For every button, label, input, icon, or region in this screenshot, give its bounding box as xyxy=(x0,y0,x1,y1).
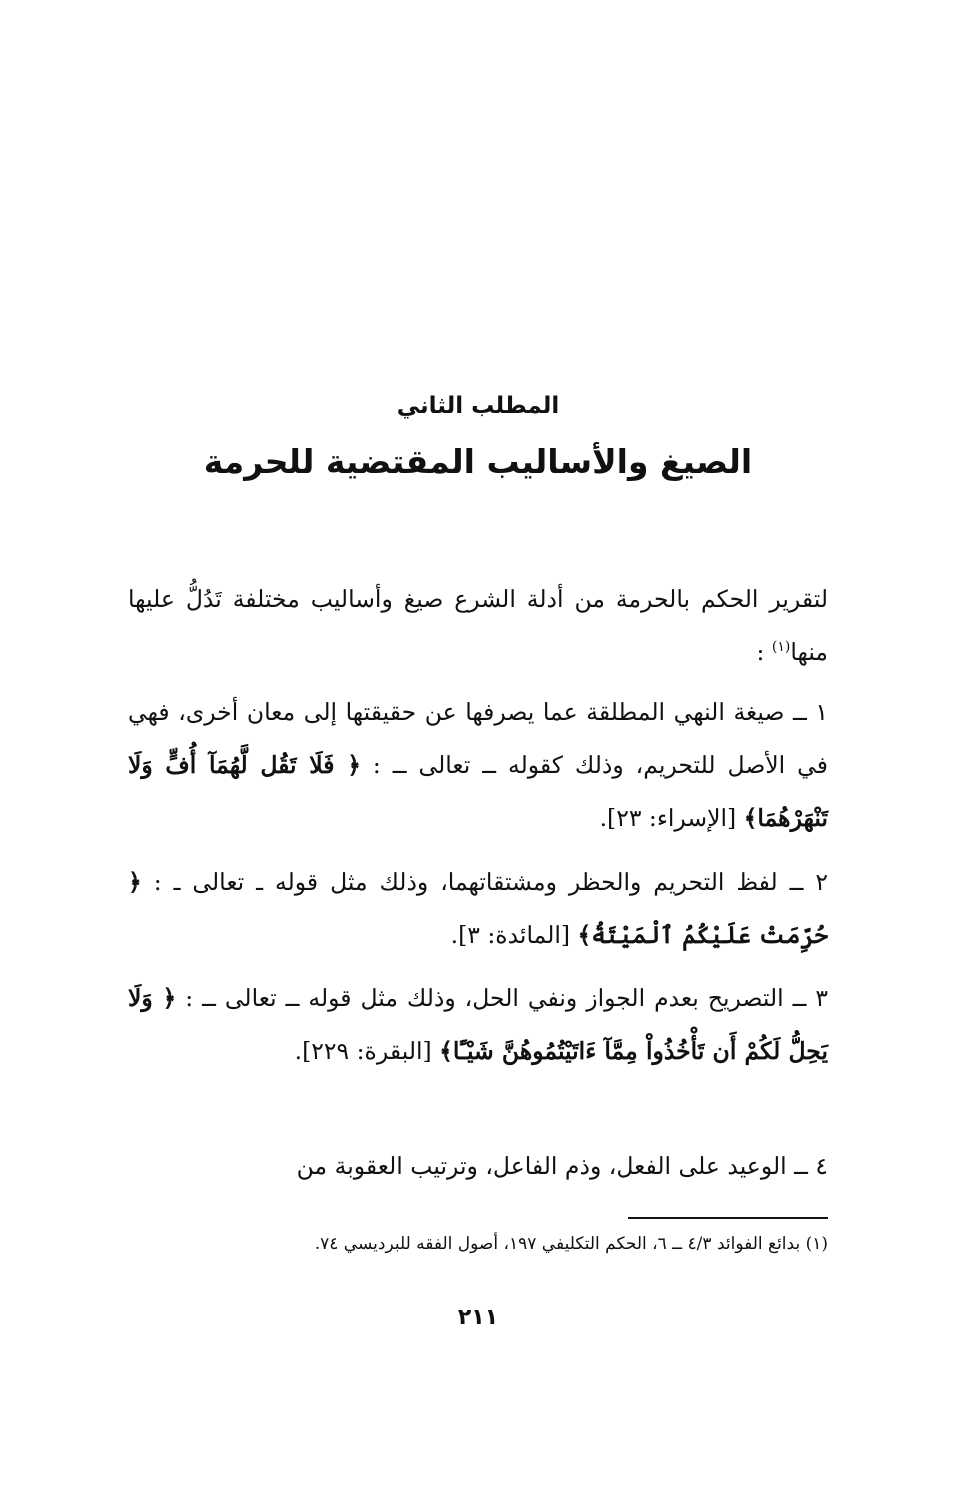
item-4-paragraph xyxy=(128,1140,828,1193)
item-text: ٣ ــ التصريح بعدم الجواز ونفي الحل، وذلك مثل قوله ــ تعالى ــ : xyxy=(176,984,829,1012)
verse-reference: [الإسراء: ٢٣]. xyxy=(599,804,744,832)
section-label: المطلب الثاني xyxy=(396,393,560,419)
footnote-mark: (١) xyxy=(771,639,791,656)
footnote: (١) بدائع الفوائد ٤/٣ ــ ٦، الحكم التكليفي ١٩٧، أصول الفقه للبرديسي ٧٤. xyxy=(314,1234,828,1254)
item-1-paragraph xyxy=(128,686,828,845)
item-text: ١ ــ صيغة النهي المطلقة عما يصرفها عن حقيقتها إلى معان أخرى، فهي في الأصل للتحريم، وذلك كقوله ــ تعالى ــ : xyxy=(128,698,828,779)
quran-verse: ﴿ فَلَا تَقُل لَّهُمَآ أُفٍّ وَلَا تَنْهَرْهُمَا﴾ xyxy=(128,751,828,832)
quran-verse: ﴿ وَلَا يَحِلُّ لَكُمْ أَن تَأْخُذُواْ مِمَّآ ءَاتَيْتُمُوهُنَّ شَيْـًٔا﴾ xyxy=(128,984,828,1065)
verse-reference: [المائدة: ٣]. xyxy=(450,921,578,949)
intro-tail: : xyxy=(756,638,772,666)
item-text: ٢ ــ لفظ التحريم والحظر ومشتقاتهما، وذلك مثل قوله ـ تعالى ـ : xyxy=(141,868,828,896)
item-3-paragraph xyxy=(128,972,828,1078)
quran-verse: ﴿ حُرِّمَتْ عَلَيْكُمُ ٱلْمَيْتَةُ﴾ xyxy=(128,868,828,949)
intro-paragraph xyxy=(128,573,828,679)
intro-text: لتقرير الحكم بالحرمة من أدلة الشرع صيغ وأساليب مختلفة تَدُلُّ عليها منها xyxy=(128,585,828,666)
section-title: الصيغ والأساليب المقتضية للحرمة xyxy=(203,442,753,481)
footnote-divider xyxy=(628,1217,828,1219)
verse-reference: [البقرة: ٢٢٩]. xyxy=(294,1037,440,1065)
page-number: ٢١١ xyxy=(457,1305,499,1330)
item-2-paragraph xyxy=(128,856,828,962)
item-text: ٤ ــ الوعيد على الفعل، وذم الفاعل، وترتيب العقوبة من xyxy=(296,1152,828,1180)
